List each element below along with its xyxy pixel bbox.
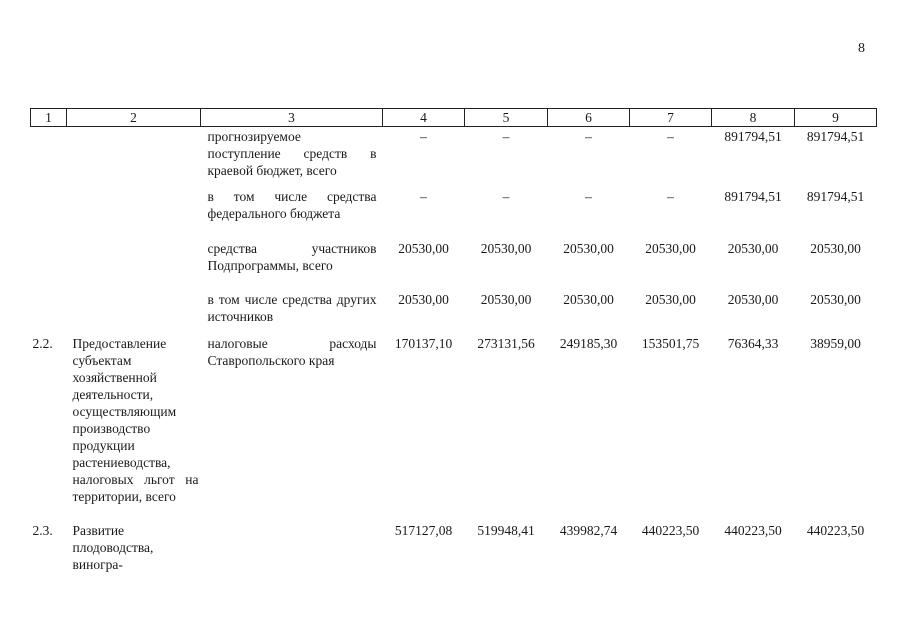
table-row [31, 188, 877, 240]
table-row [31, 240, 877, 291]
column-header-5: 5 [465, 109, 548, 127]
value-cell: 20530,00 [398, 292, 449, 307]
table-row [31, 127, 877, 189]
table-row [31, 291, 877, 335]
row-number: 2.2. [32, 336, 53, 351]
funding-source: в том числе средства федерального бюджета [207, 189, 377, 221]
value-cell: 440223,50 [806, 523, 865, 538]
measure-name [67, 127, 201, 189]
value-cell: – [585, 129, 592, 144]
value-cell: 153501,75 [641, 336, 700, 351]
column-header-3: 3 [201, 109, 383, 127]
funding-source: в том числе средства других источников [207, 292, 377, 324]
column-header-4: 4 [383, 109, 465, 127]
value-cell: 20530,00 [810, 241, 861, 256]
column-header-6: 6 [548, 109, 630, 127]
value-cell: 170137,10 [394, 336, 453, 351]
column-number-header-row [31, 109, 877, 127]
value-cell: – [420, 129, 427, 144]
value-cell: 891794,51 [724, 129, 782, 144]
column-header-9: 9 [795, 109, 877, 127]
value-cell: – [502, 129, 510, 144]
financing-table [30, 108, 877, 573]
value-cell: 20530,00 [480, 241, 532, 256]
column-header-7: 7 [630, 109, 712, 127]
value-cell: 519948,41 [477, 523, 535, 538]
funding-source: прогнозируемое поступление средств в краевой бюджет, всего [207, 129, 377, 178]
value-cell: – [502, 189, 510, 204]
row-number: 2.3. [32, 523, 53, 538]
value-cell: 439982,74 [559, 523, 618, 538]
measure-name [67, 240, 201, 291]
row-number [31, 240, 67, 291]
value-cell: – [585, 189, 592, 204]
measure-name [67, 188, 201, 240]
value-cell: 20530,00 [727, 292, 779, 307]
table-row [31, 522, 877, 573]
value-cell: – [667, 189, 674, 204]
value-cell: 20530,00 [563, 292, 614, 307]
value-cell: 440223,50 [724, 523, 782, 538]
value-cell: 249185,30 [559, 336, 618, 351]
column-header-2: 2 [67, 109, 201, 127]
value-cell: 891794,51 [724, 189, 782, 204]
value-cell: 20530,00 [480, 292, 532, 307]
value-cell: 440223,50 [641, 523, 700, 538]
table-row [31, 335, 877, 522]
row-number [31, 291, 67, 335]
funding-source [201, 522, 383, 573]
value-cell: 891794,51 [806, 129, 865, 144]
value-cell: 891794,51 [806, 189, 865, 204]
value-cell: 20530,00 [727, 241, 779, 256]
value-cell: – [420, 189, 427, 204]
value-cell: 273131,56 [477, 336, 535, 351]
value-cell: – [667, 129, 674, 144]
value-cell: 517127,08 [394, 523, 453, 538]
funding-source: средства участников Подпрограммы, всего [207, 241, 377, 273]
value-cell: 20530,00 [398, 241, 449, 256]
value-cell: 76364,33 [727, 336, 779, 351]
measure-name [67, 291, 201, 335]
row-number [31, 188, 67, 240]
measure-name: Предоставление субъектам хозяйственной деятельности, осуществляющим производство продукции растениеводства, налоговых льгот на территории, всего [72, 336, 199, 504]
funding-source: налоговые расходы Ставропольского края [207, 336, 377, 368]
value-cell: 38959,00 [810, 336, 861, 351]
value-cell: 20530,00 [645, 241, 696, 256]
page-number: 8 [858, 41, 865, 56]
value-cell: 20530,00 [563, 241, 614, 256]
column-header-1: 1 [31, 109, 67, 127]
column-header-8: 8 [712, 109, 795, 127]
measure-name: Развитие плодоводства, виногра- [72, 523, 154, 572]
value-cell: 20530,00 [645, 292, 696, 307]
value-cell: 20530,00 [810, 292, 861, 307]
row-number [31, 127, 67, 189]
